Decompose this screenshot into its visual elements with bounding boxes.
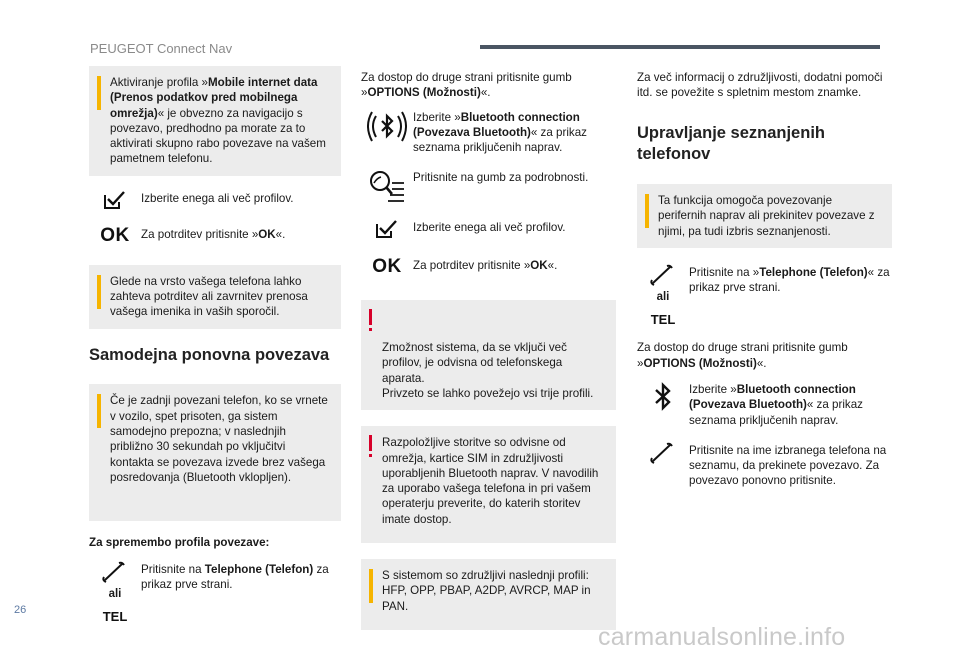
step-confirm-ok bbox=[89, 226, 341, 245]
header-bar bbox=[480, 45, 880, 49]
text: Če je zadnji povezani telefon, ko se vrnete v vozilo, spet prisoten, ga sistem samodejno prepozna; v naslednjih približno 30 sekundah po vključitvi kontakta se povezava izvede brez vašega posredovanja (Bluetooth vklopljen). bbox=[110, 394, 328, 484]
step-text: Pritisnite na ime izbranega telefona na seznamu, da prekinete povezavo. Za povezavo ponovno pritisnite. bbox=[689, 443, 887, 488]
phone-icon bbox=[102, 561, 128, 583]
options-label: OPTIONS (Možnosti) bbox=[643, 356, 757, 370]
step-text: Izberite enega ali več profilov. bbox=[413, 221, 566, 235]
phone-icon bbox=[650, 442, 676, 464]
header-title: PEUGEOT Connect Nav bbox=[90, 41, 233, 56]
checkbox-check-icon bbox=[103, 190, 127, 210]
info-marker-icon bbox=[645, 194, 649, 228]
tel-button-icon: TEL bbox=[650, 312, 676, 328]
text: Pritisnite na bbox=[141, 562, 205, 576]
step-text: Pritisnite na gumb za podrobnosti. bbox=[413, 171, 589, 185]
section-title-manage-phones: Upravljanje seznanjenih telefonov bbox=[637, 123, 825, 164]
page-number: 26 bbox=[14, 604, 27, 616]
warning-box-services bbox=[361, 426, 616, 543]
text: Za dostop do druge strani pritisnite gumb » bbox=[361, 71, 572, 100]
step-bluetooth bbox=[637, 381, 892, 428]
or-label: ali bbox=[656, 291, 670, 304]
step-select-profiles bbox=[89, 190, 341, 210]
text: Ta funkcija omogoča povezovanje perifernih naprav ali prekinitev povezave z njimi, pa tudi izbris seznanjenosti. bbox=[658, 194, 875, 238]
step-details bbox=[361, 169, 616, 205]
text: Razpoložljive storitve so odvisne od omrežja, kartice SIM in združljivosti uporabljenih Bluetooth naprav. V navodilih za uporabo vašega telefona in pri vašem operaterju preverite, do katerih storitev imate dostop. bbox=[382, 436, 599, 526]
text: Pritisnite na » bbox=[689, 266, 760, 280]
step-select-profiles bbox=[361, 219, 616, 239]
phone-icon bbox=[650, 264, 676, 286]
info-marker-icon bbox=[97, 394, 101, 428]
bluetooth-signal-icon bbox=[367, 109, 407, 149]
checkbox-check-icon bbox=[375, 219, 399, 239]
info-box-auto-reconnect bbox=[89, 384, 341, 521]
text: «. bbox=[275, 227, 286, 241]
search-details-icon bbox=[368, 169, 406, 205]
ok-label: OK bbox=[258, 227, 276, 241]
warning-marker-icon bbox=[369, 435, 372, 451]
step-telephone bbox=[89, 561, 341, 625]
info-marker-icon bbox=[369, 569, 373, 603]
text: « za prikaz seznama priključenih naprav. bbox=[689, 398, 863, 427]
warning-marker-icon bbox=[369, 309, 372, 325]
ok-button-icon: OK bbox=[100, 224, 130, 246]
info-box-mobile-data bbox=[89, 66, 341, 176]
column-middle bbox=[361, 70, 616, 644]
text: « je obvezno za navigacijo s povezavo, predhodno pa morate za to aktivirati skupno rabo povezave na vašem pametnem telefonu. bbox=[110, 106, 326, 166]
text: S sistemom so združljivi naslednji profili: HFP, OPP, PBAP, A2DP, AVRCP, MAP in PAN. bbox=[382, 569, 591, 613]
column-right bbox=[637, 70, 892, 505]
telephone-label: Telephone (Telefon) bbox=[204, 562, 314, 576]
step-bluetooth bbox=[361, 109, 616, 156]
profile-name: Mobile internet data (Prenos podatkov pred mobilnega omrežja) bbox=[110, 76, 318, 120]
text: Za dostop do druge strani pritisnite gumb » bbox=[637, 341, 848, 370]
info-box-supported-profiles bbox=[361, 559, 616, 630]
options-intro bbox=[637, 340, 892, 371]
options-intro bbox=[361, 70, 616, 101]
text: za prikaz prve strani. bbox=[141, 562, 329, 591]
info-marker-icon bbox=[97, 275, 101, 309]
info-box-manage bbox=[637, 184, 892, 248]
section-title-auto-reconnect: Samodejna ponovna povezava bbox=[89, 345, 330, 364]
text: «. bbox=[480, 86, 491, 100]
telephone-label: Telephone (Telefon) bbox=[759, 266, 868, 280]
text: Za potrditev pritisnite » bbox=[413, 259, 531, 273]
text: Za potrditev pritisnite » bbox=[141, 227, 259, 241]
text: «. bbox=[547, 259, 558, 273]
change-profile-label: Za spremembo profila povezave: bbox=[89, 536, 270, 550]
tel-button-icon: TEL bbox=[102, 608, 128, 624]
step-telephone bbox=[637, 264, 892, 328]
text: Glede na vrsto vašega telefona lahko zahteva potrditev ali zavrnitev prenosa vašega imenika in vaših sporočil. bbox=[110, 274, 308, 319]
ok-button-icon: OK bbox=[372, 256, 402, 278]
bluetooth-label: Bluetooth connection (Povezava Bluetooth) bbox=[413, 110, 580, 139]
compatibility-intro: Za več informacij o združljivosti, dodatni pomoči itd. se povežite s spletnim mestom znamke. bbox=[637, 71, 883, 100]
step-confirm-ok bbox=[361, 257, 616, 276]
text: Izberite » bbox=[689, 382, 737, 396]
text: « za prikaz seznama priključenih naprav. bbox=[413, 125, 587, 155]
text: « za prikaz prve strani. bbox=[689, 266, 890, 295]
warning-box-profiles bbox=[361, 300, 616, 410]
text: Izberite » bbox=[413, 110, 461, 124]
text: Zmožnost sistema, da se vključi več profilov, je odvisna od telefonskega aparata. Privzeto se lahko povežejo vsi trije profili. bbox=[382, 341, 594, 400]
text: «. bbox=[756, 356, 767, 370]
text: Aktiviranje profila » bbox=[110, 76, 208, 89]
bluetooth-icon bbox=[651, 381, 675, 413]
step-text: Izberite enega ali več profilov. bbox=[141, 191, 294, 205]
column-left bbox=[89, 66, 341, 641]
ok-label: OK bbox=[530, 259, 548, 273]
or-label: ali bbox=[108, 587, 122, 600]
info-box-contacts bbox=[89, 265, 341, 329]
bluetooth-label: Bluetooth connection (Povezava Bluetooth) bbox=[689, 382, 856, 412]
info-marker-icon bbox=[97, 76, 101, 110]
options-label: OPTIONS (Možnosti) bbox=[367, 86, 481, 100]
step-phone-name bbox=[637, 442, 892, 489]
watermark: carmanualsonline.info bbox=[598, 623, 846, 649]
